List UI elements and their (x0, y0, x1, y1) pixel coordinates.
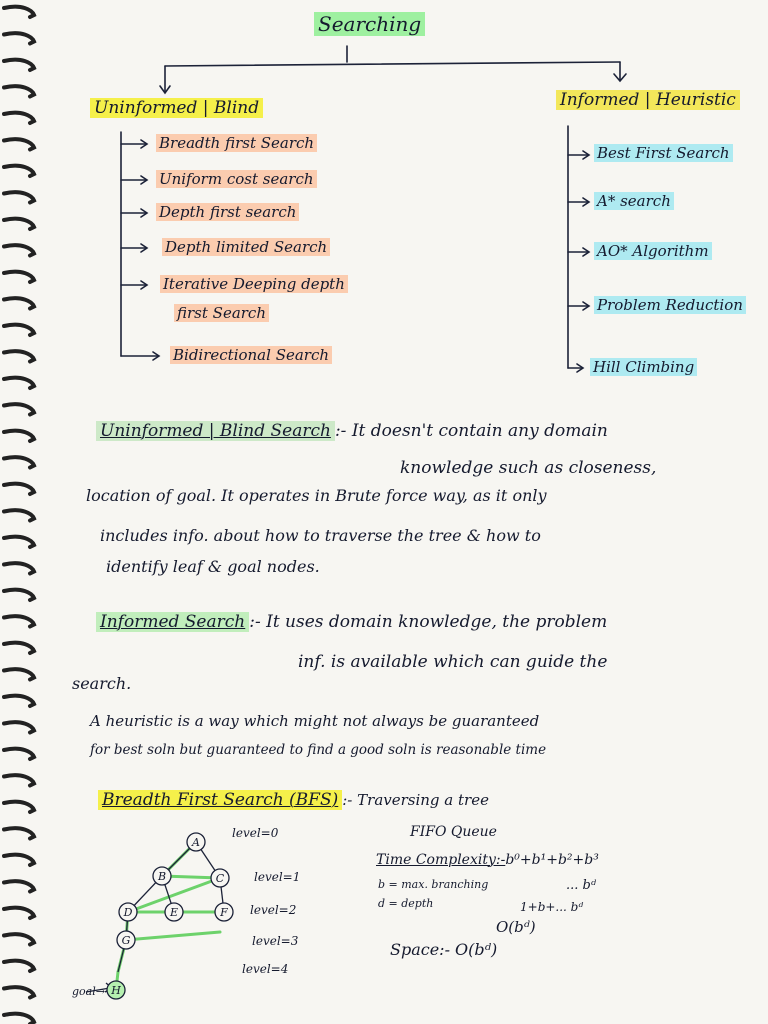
fifo-queue: FIFO Queue (410, 824, 497, 840)
spiral-coil (4, 590, 34, 600)
spiral-coil (4, 431, 34, 441)
tree-node-label: H (111, 984, 121, 997)
list-item: Problem Reduction (594, 296, 746, 314)
list-item: Hill Climbing (590, 358, 697, 376)
tree-node-label: D (123, 906, 133, 919)
spiral-coil (4, 616, 34, 626)
spiral-coil (4, 696, 34, 706)
list-item: Depth limited Search (162, 238, 330, 256)
bfs-heading: Breadth First Search (BFS) (98, 790, 342, 810)
spiral-coil (4, 987, 34, 997)
spiral-coil (4, 802, 34, 812)
definition-line: inf. is available which can guide the (298, 652, 608, 672)
list-item: Bidirectional Search (170, 346, 332, 364)
spiral-coil (4, 404, 34, 414)
tree-node-label: E (169, 906, 179, 919)
uninformed-definition-term: Uninformed | Blind Search (96, 421, 335, 441)
level-label: level=1 (254, 870, 301, 884)
spiral-coil (4, 510, 34, 520)
list-item: Best First Search (594, 144, 733, 162)
definition-line: for best soln but guaranteed to find a good soln is reasonable time (90, 742, 547, 758)
definition-line: A heuristic is a way which might not always be guaranteed (90, 712, 540, 730)
list-item: first Search (174, 304, 269, 322)
spiral-coil (4, 855, 34, 865)
definition-line: knowledge such as closeness, (400, 458, 657, 478)
uninformed-definition-line: Uninformed | Blind Search :- It doesn't contain any domain (96, 421, 608, 441)
bfs-heading-line: Breadth First Search (BFS) :- Traversing a tree (98, 790, 489, 810)
level-label: level=2 (250, 903, 297, 917)
spiral-coil (4, 749, 34, 759)
tree-node-label: C (215, 872, 225, 885)
sum-formula: 1+b+... bᵈ (520, 900, 584, 914)
informed-heading: Informed | Heuristic (556, 90, 740, 110)
spiral-coil (4, 457, 34, 467)
spiral-coil (4, 722, 34, 732)
definition-line: includes info. about how to traverse the tree & how to (100, 526, 541, 545)
goal-label: goal→ (72, 985, 105, 998)
list-item: Breadth first Search (156, 134, 317, 152)
spiral-coil (4, 961, 34, 971)
spiral-coil (4, 934, 34, 944)
tree-node-label: G (121, 934, 131, 947)
list-item: AO* Algorithm (594, 242, 712, 260)
spiral-coil (4, 775, 34, 785)
definition-line: search. (72, 674, 132, 693)
b-definition: b = max. branching (378, 878, 489, 891)
big-o: O(bᵈ) (496, 918, 536, 936)
space-complexity: Space:- O(bᵈ) (390, 940, 498, 959)
tree-nodes (107, 833, 233, 999)
list-item: Iterative Deeping depth (160, 275, 348, 293)
level-label: level=3 (252, 934, 299, 948)
spiral-coil (4, 484, 34, 494)
spiral-coil (4, 643, 34, 653)
time-complexity-line: Time Complexity:-b⁰+b¹+b²+b³ (376, 852, 599, 868)
spiral-coil (4, 881, 34, 891)
tree-node-label: A (192, 836, 200, 849)
tree-node-label: B (157, 870, 167, 883)
list-item: A* search (594, 192, 674, 210)
level-label: level=4 (242, 962, 289, 976)
d-definition: d = depth (378, 897, 434, 910)
informed-definition-term: Informed Search (96, 612, 249, 632)
spiral-coil (4, 908, 34, 918)
spiral-coil (4, 1014, 34, 1024)
informed-definition-line: Informed Search :- It uses domain knowledge, the problem (96, 612, 607, 632)
tree-node-label: F (220, 906, 228, 919)
spiral-coil (4, 828, 34, 838)
uninformed-heading: Uninformed | Blind (90, 98, 263, 118)
level-label: level=0 (232, 826, 279, 840)
list-item: Depth first search (156, 203, 299, 221)
definition-line: identify leaf & goal nodes. (106, 557, 320, 576)
definition-line: location of goal. It operates in Brute force way, as it only (86, 486, 547, 505)
spiral-coil (4, 563, 34, 573)
spiral-coil (4, 537, 34, 547)
page-title: Searching (314, 12, 425, 36)
list-item: Uniform cost search (156, 170, 317, 188)
tc-more: ... bᵈ (566, 878, 597, 893)
spiral-coil (4, 669, 34, 679)
